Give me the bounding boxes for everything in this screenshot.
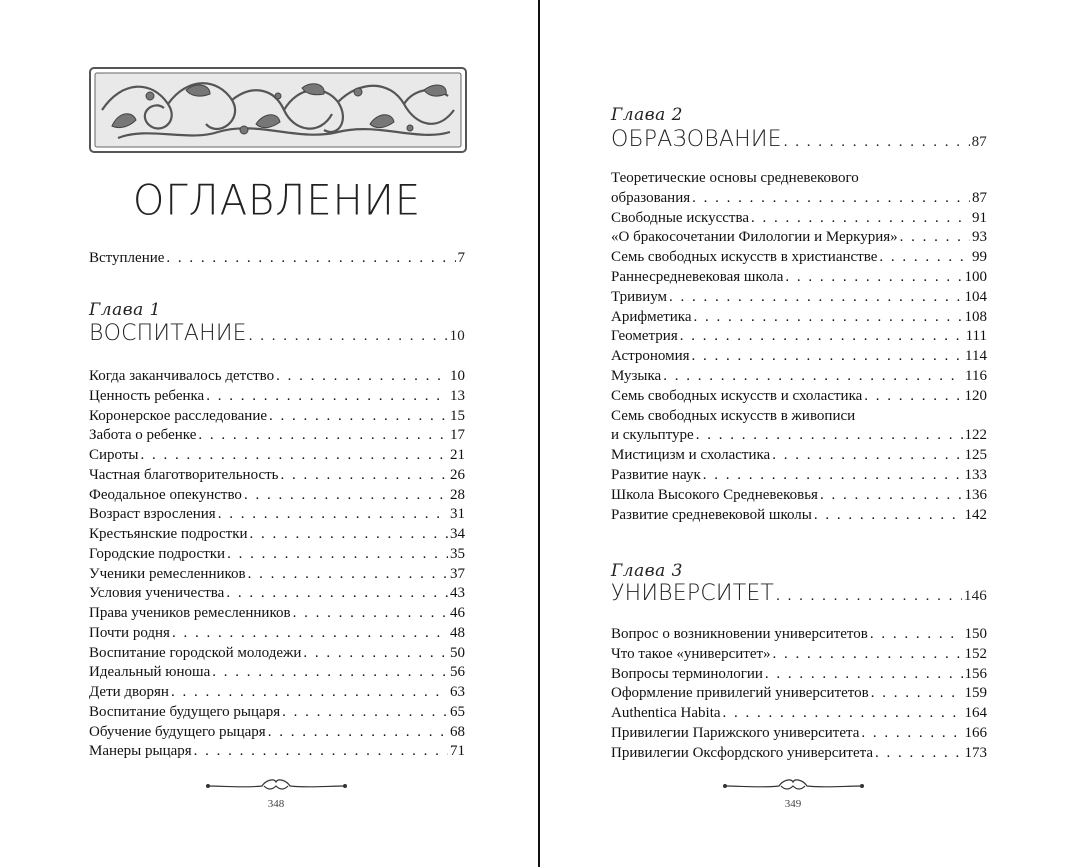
toc-entry-page: 116 — [965, 368, 987, 384]
toc-entry-title: Забота о ребенке — [89, 427, 197, 444]
toc-entry[interactable] — [611, 426, 987, 446]
toc-entry[interactable] — [89, 367, 465, 387]
toc-entry[interactable] — [611, 645, 987, 665]
toc-entry-title: Привилегии Парижского университета — [611, 725, 860, 741]
dot-leader — [172, 624, 448, 644]
toc-entry-page: 50 — [450, 644, 465, 661]
toc-entry[interactable] — [611, 466, 987, 486]
dot-leader — [751, 209, 970, 229]
toc-entry-page: 164 — [964, 705, 987, 722]
toc-entry-page: 156 — [964, 665, 987, 682]
footer-flourish-icon — [721, 776, 866, 794]
dot-leader — [785, 268, 962, 288]
dot-leader — [703, 466, 963, 486]
dot-leader — [692, 347, 964, 367]
dot-leader — [864, 387, 962, 407]
toc-entry-title: Музыка — [611, 368, 662, 384]
toc-entry[interactable] — [611, 704, 987, 724]
toc-entry-page: 26 — [450, 466, 465, 483]
toc-entry-page: 159 — [964, 685, 987, 702]
toc-entry-title: Астрономия — [611, 348, 690, 365]
dot-leader — [268, 723, 448, 743]
toc-entry-page: 166 — [964, 725, 987, 741]
dot-leader — [194, 742, 448, 762]
toc-entry-title: Привилегии Оксфордского университета — [611, 744, 874, 761]
chapter-1-heading[interactable]: ВОСПИТАНИЕ . . . 10 — [89, 321, 465, 346]
toc-entry-title: Арифметика — [611, 308, 692, 325]
toc-entry-page: 99 — [972, 249, 987, 266]
toc-entry-title: Authentica Habita — [611, 705, 721, 722]
toc-entry-page: 122 — [964, 427, 987, 444]
toc-entry-title: Почти родня — [89, 624, 170, 641]
toc-entry-title: Свободные искусства — [611, 209, 750, 226]
toc-entry[interactable] — [611, 327, 987, 347]
dot-leader — [140, 446, 448, 466]
dot-leader — [248, 565, 448, 585]
toc-entry-title: Оформление привилегий университетов — [611, 685, 869, 702]
dot-leader — [765, 665, 963, 685]
toc-entry[interactable] — [89, 703, 465, 723]
toc-entry-page: 48 — [450, 624, 465, 641]
toc-entry[interactable] — [611, 744, 987, 764]
dot-leader — [282, 703, 448, 723]
dot-leader — [227, 545, 448, 565]
toc-entry[interactable] — [611, 169, 987, 189]
toc-entry-title: Школа Высокого Средневековья — [611, 486, 818, 503]
dot-leader — [250, 525, 448, 545]
toc-entry[interactable] — [89, 525, 465, 545]
dot-leader — [875, 744, 962, 764]
toc-entry-title: Ценность ребенка — [89, 387, 205, 404]
toc-entry[interactable] — [611, 248, 987, 268]
toc-entry[interactable] — [611, 228, 987, 248]
dot-leader — [663, 367, 963, 387]
toc-entry[interactable] — [89, 584, 465, 604]
toc-entry-page: 35 — [450, 545, 465, 562]
toc-entry-title: Феодальное опекунство — [89, 486, 242, 503]
toc-entry[interactable] — [611, 486, 987, 506]
toc-entry-page: 125 — [964, 447, 987, 464]
toc-entry-page: 65 — [450, 703, 465, 720]
toc-entry-title: Геометрия — [611, 328, 678, 345]
dot-leader — [692, 189, 970, 209]
toc-entry-title: Вопросы терминологии — [611, 665, 763, 682]
toc-entry-page: 136 — [964, 486, 987, 503]
toc-entry[interactable] — [89, 486, 465, 506]
toc-entry[interactable] — [89, 505, 465, 525]
page-number: 349 — [784, 798, 802, 810]
toc-entry-page: 71 — [450, 743, 465, 760]
chapter-1-label: Глава 1 — [89, 300, 161, 320]
toc-entry-page: 152 — [964, 645, 987, 662]
toc-entry[interactable] — [89, 446, 465, 466]
left-page — [0, 0, 538, 867]
toc-entry-title: образования — [611, 189, 691, 206]
toc-entry-title: Манеры рыцаря — [89, 743, 192, 760]
toc-entry[interactable] — [611, 288, 987, 308]
toc-entry[interactable] — [611, 367, 987, 387]
toc-entry-title: Крестьянские подростки — [89, 526, 248, 542]
toc-entry-page: 104 — [964, 288, 987, 305]
toc-entry[interactable] — [611, 209, 987, 229]
toc-entry-page: 43 — [450, 585, 465, 602]
toc-entry-title: Развитие средневековой школы — [611, 506, 812, 523]
toc-entry-title: Семь свободных искусств в живописи — [611, 407, 856, 424]
toc-entry-intro[interactable]: Вступление . . . 7 — [89, 249, 465, 269]
toc-entry-title: Городские подростки — [89, 545, 226, 562]
toc-entry-title: Семь свободных искусств и схоластика — [611, 387, 863, 404]
dot-leader — [281, 466, 449, 486]
toc-entry-title: Частная благотворительность — [89, 466, 279, 483]
toc-entry-title: Коронерское расследование — [89, 407, 268, 424]
dot-leader — [773, 645, 963, 665]
dot-leader — [696, 426, 963, 446]
toc-entry[interactable] — [89, 723, 465, 743]
toc-entry-title: Идеальный юноша — [89, 664, 211, 681]
toc-entry[interactable] — [611, 387, 987, 407]
toc-entry-title: Вопрос о возникновении университетов — [611, 626, 868, 642]
toc-entry[interactable] — [611, 625, 987, 645]
dot-leader — [694, 308, 963, 328]
toc-entry[interactable] — [89, 407, 465, 427]
toc-entry-title: Когда заканчивалось детство — [89, 368, 275, 384]
toc-entry-page: 37 — [450, 565, 465, 582]
dot-leader — [814, 506, 963, 526]
toc-entry-title: Развитие наук — [611, 467, 701, 483]
dot-leader — [244, 486, 448, 506]
toc-entry-page: 87 — [972, 189, 987, 206]
toc-entry[interactable] — [611, 724, 987, 744]
dot-leader — [206, 387, 448, 407]
toc-entry[interactable] — [89, 426, 465, 446]
toc-entry[interactable] — [89, 545, 465, 565]
toc-entry-title: Обучение будущего рыцаря — [89, 723, 266, 740]
toc-entry-page: 31 — [450, 506, 465, 523]
toc-entry[interactable] — [89, 565, 465, 585]
chapter-2-label: Глава 2 — [611, 105, 683, 125]
toc-entry-page: 133 — [964, 467, 987, 483]
toc-entry-page: 100 — [964, 269, 987, 285]
page-number: 348 — [267, 798, 285, 810]
toc-entry-title: «О бракосочетании Филологии и Меркурия» — [611, 229, 898, 246]
toc-entry-title: Раннесредневековая школа — [611, 269, 784, 285]
toc-entry-title: Ученики ремесленников — [89, 565, 246, 582]
toc-entry-page: 28 — [450, 486, 465, 503]
toc-entry-page: 91 — [972, 209, 987, 226]
dot-leader — [861, 724, 962, 744]
toc-entry-title: Что такое «университет» — [611, 645, 771, 662]
dot-leader — [669, 288, 962, 308]
chapter-3-heading[interactable]: УНИВЕРСИТЕТ . . . 146 — [611, 581, 987, 606]
dot-leader — [293, 604, 448, 624]
dot-leader — [218, 505, 448, 525]
toc-entry-title: Условия ученичества — [89, 585, 225, 602]
table-of-contents-title: ОГЛАВЛЕНИЕ — [132, 176, 422, 226]
toc-entry[interactable] — [611, 665, 987, 685]
toc-entry[interactable] — [89, 624, 465, 644]
toc-entry-title: Мистицизм и схоластика — [611, 447, 771, 464]
toc-entry[interactable] — [611, 308, 987, 328]
toc-entry[interactable] — [611, 189, 987, 209]
footer-flourish-icon — [204, 776, 349, 794]
toc-entry[interactable] — [611, 446, 987, 466]
toc-entry-page: 173 — [964, 744, 987, 761]
toc-entry[interactable] — [611, 347, 987, 367]
toc-entry-page: 111 — [965, 328, 987, 345]
toc-entry-page: 34 — [450, 526, 465, 542]
chapter-2-heading[interactable]: ОБРАЗОВАНИЕ . . . 87 — [611, 127, 987, 152]
toc-entry-title: Права учеников ремесленников — [89, 605, 291, 621]
dot-leader — [226, 584, 448, 604]
decorative-header-ornament-icon — [88, 66, 468, 154]
dot-leader — [871, 684, 963, 704]
dot-leader — [303, 644, 448, 664]
toc-entry[interactable] — [89, 644, 465, 664]
toc-entry-page: 63 — [450, 684, 465, 700]
dot-leader — [680, 327, 964, 347]
dot-leader — [269, 407, 448, 427]
toc-entry-page: 93 — [972, 229, 987, 246]
toc-entry-title: Воспитание будущего рыцаря — [89, 703, 281, 720]
toc-entry-page: 114 — [965, 348, 987, 365]
toc-entry-page: 120 — [964, 387, 987, 404]
toc-entry[interactable] — [611, 684, 987, 704]
dot-leader — [276, 367, 448, 387]
toc-entry[interactable] — [89, 604, 465, 624]
dot-leader — [870, 625, 963, 645]
chapter-3-label: Глава 3 — [611, 561, 683, 581]
toc-entry-page: 68 — [450, 723, 465, 740]
toc-entry-page: 15 — [450, 407, 465, 424]
toc-entry-page: 108 — [964, 308, 987, 325]
dot-leader — [198, 426, 448, 446]
dot-leader — [879, 248, 970, 268]
toc-entry[interactable] — [611, 506, 987, 526]
toc-entry-title: Сироты — [89, 447, 139, 463]
toc-entry-title: Дети дворян — [89, 684, 169, 700]
toc-entry-page: 150 — [964, 626, 987, 642]
dot-leader — [900, 228, 970, 248]
toc-entry-title: Тривиум — [611, 288, 668, 305]
toc-entry[interactable] — [89, 387, 465, 407]
toc-entry[interactable] — [611, 268, 987, 288]
toc-entry[interactable] — [89, 742, 465, 762]
toc-entry-title: Воспитание городской молодежи — [89, 644, 302, 661]
dot-leader — [772, 446, 962, 466]
toc-entry-page: 10 — [450, 368, 465, 384]
dot-leader — [212, 663, 448, 683]
toc-entry[interactable] — [89, 466, 465, 486]
toc-entry[interactable] — [89, 663, 465, 683]
toc-entry-page: 56 — [450, 664, 465, 681]
toc-entry[interactable] — [611, 407, 987, 427]
toc-entry-page: 21 — [450, 447, 465, 463]
toc-entry-title: и скульптуре — [611, 427, 694, 444]
toc-entry-page: 13 — [450, 387, 465, 404]
toc-entry-title: Возраст взросления — [89, 506, 216, 523]
dot-leader — [820, 486, 963, 506]
toc-entry-page: 17 — [450, 427, 465, 444]
toc-entry-page: 142 — [964, 506, 987, 523]
toc-entry[interactable] — [89, 683, 465, 703]
toc-entry-page: 46 — [450, 605, 465, 621]
dot-leader — [171, 683, 448, 703]
dot-leader — [723, 704, 963, 724]
toc-entry-title: Теоретические основы средневекового — [611, 170, 859, 186]
toc-entry-title: Семь свободных искусств в христианстве — [611, 249, 878, 266]
